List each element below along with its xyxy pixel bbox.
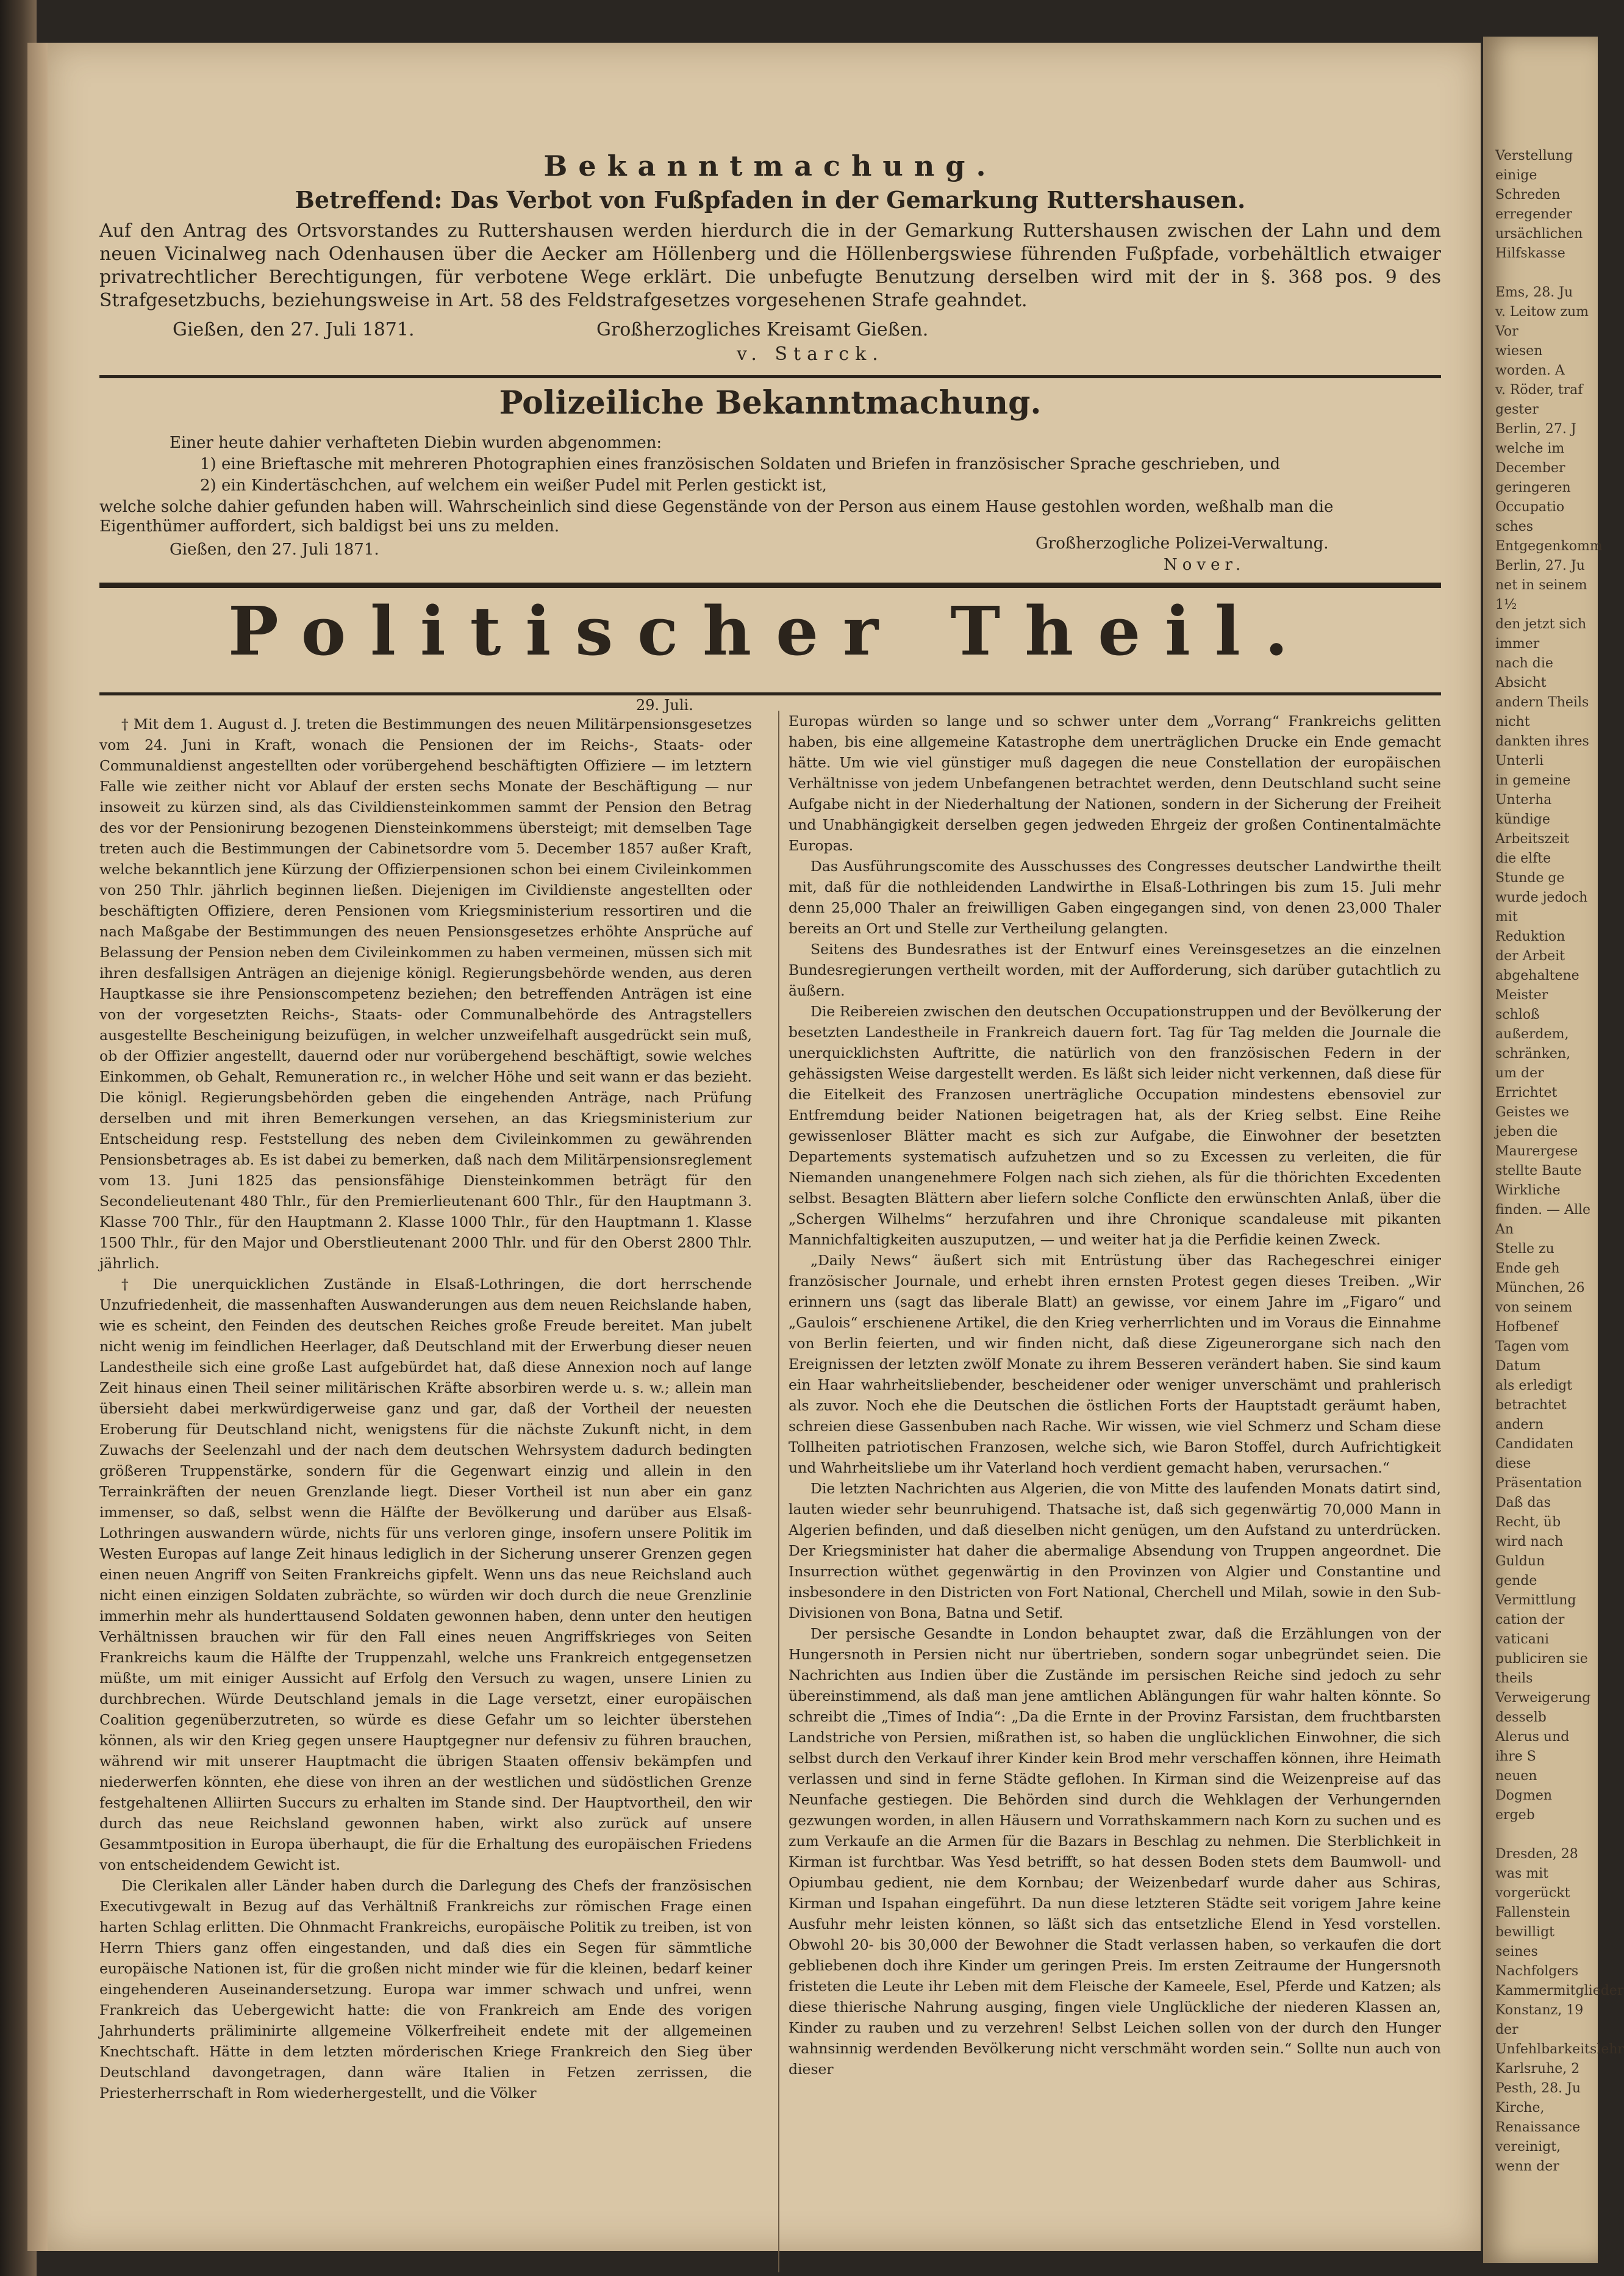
article-alsace-lorraine: † Die unerquicklichen Zustände in Elsaß-Lothringen, die dort herrschende Unzufriedenheit, die massenhaften Auswanderungen aus dem neuen Reichslande haben, wie es scheint, den Feinden des deutschen Reiches große Freude bereitet. Man jubelt nicht wenig im feindlichen Heerlager, daß Deutschland mit der Erwerbung dieser neuen Landestheile sich eine große Last aufgebürdet hat, daß diese Annexion noch auf lange Zeit hinaus einen Theil seiner militärischen Kräfte absorbiren werde u. s. w.; allein man übersieht dabei merkwürdigerweise ganz und gar, daß der Vortheil der neuesten Eroberung für Deutschland nicht, wenigstens für die nächste Zukunft nicht, in dem Zuwachs der Seelenzahl und der nach dem deutschen Wehrsystem dadurch bedingten größeren Truppenstärke, sondern für die Gegenwart einzig und allein in den Terrainkräften der neuen Grenzlande liegt. Dieser Vortheil ist nun aber ein ganz immenser, so daß, selbst wenn die Hälfte der Bevölkerung und darüber aus Elsaß-Lothringen auswandern würde, nichts für uns verloren ginge, insofern unsere Politik im Westen Europas auf lange Zeit hinaus lediglich in der Sicherung unserer Grenzen gegen einen neuen Angriff von Seiten Frankreichs gipfelt. Wenn uns das neue Reichsland auch nicht einen einzigen Soldaten zubrächte, so würden wir doch durch die neue Grenzlinie immerhin mehr als hunderttausend Soldaten gewonnen haben, denn unter den heutigen Verhältnissen brauchen wir für den Fall eines neuen Angriffskrieges von Seiten Frankreichs kaum die Hälfte der Truppenzahl, welche uns Frankreich entgegensetzen müßte, um mit einiger Aussicht auf Erfolg den Versuch zu wagen, unsere Linien zu durchbrechen. Würde Deutschland jemals in die Lage versetzt, einer europäischen Coalition gegenüberzutreten, so würde es diese Gefahr um so leichter überstehen können, als wir den Krieg gegen unsere Hauptgegner nur defensiv zu führen brauchen, während wir mit unserer Hauptmacht die übrigen Staaten offensiv bekämpfen und niederwerfen könnten, ehe diese von ihren an der westlichen und südöstlichen Grenze festgehaltenen Alliirten Succurs zu erhalten im Stande sind. Der Hauptvortheil, den wir durch das neue Reichsland gewonnen haben, wirkt also zurück auf unsere Gesammtposition in Europa überhaupt, die für die Erhaltung des europäischen Friedens von entscheidendem Gewicht ist. — [99, 1276, 752, 1873]
notice1-place-date: Gießen, den 27. Juli 1871. — [173, 319, 415, 340]
article-military-pensions: † Mit dem 1. August d. J. treten die Bestimmungen des neuen Militärpensionsgesetzes vom 24. Juni in Kraft, wonach die Pensionen der im Reichs-, Staats- oder Communaldienst angestellten oder vorübergehend beschäftigten Offiziere — im letztern Falle wie zeither nicht vor Ablauf der ersten sechs Monate der Beschäftigung — nur insoweit zu kürzen sind, als das Civildiensteinkommen sammt der Pension den Betrag des vor der Pensionirung bezogenen Diensteinkommens übersteigt; mit demselben Tage treten auch die Bestimmungen der Cabinetsordre vom 5. December 1857 außer Kraft, welche bekanntlich jene Kürzung der Offizierpensionen schon bei einem Civileinkommen von 250 Thlr. jährlich beginnen ließen. Diejenigen im Civildienste angestellten oder beschäftigten Offiziere, deren Pensionen vom Kriegsministerium ressortiren und die nach Maßgabe der Bestimmungen des neuen Pensionsgesetzes erhöhte Ansprüche auf Belassung der Pension neben dem Civileinkommen zu haben vermeinen, müssen sich mit ihren desfallsigen Anträgen an diejenige königl. Regierungsbehörde wenden, aus deren Hauptkasse sie ihre Pensionscompetenz beziehen; den betreffenden Anträgen ist eine von der vorgesetzten Reichs-, Staats- oder Communalbehörde des Antragstellers ausgestellte Bescheinigung beizufügen, in welcher unzweifelhaft ausgedrückt sein muß, ob der Offizier angestellt, dauernd oder nur vorübergehend beschäftigt, sowie welches Einkommen, ob Gehalt, Remuneration rc., in welcher Höhe und seit wann er das bezieht. Die königl. Regierungsbehörden geben die eingehenden Anträge, nach Prüfung derselben und mit ihren Bemerkungen versehen, an das Kriegsministerium zur Entscheidung resp. Feststellung des neben dem Civileinkommen zu gewährenden Pensionsbetrages ab. Es ist dabei zu bemerken, daß nach dem Militärpensionsreglement vom 13. Juni 1825 das pensionsfähige Diensteinkommen beträgt für den Secondelieutenant 480 Thlr., für den Premierlieutenant 600 Thlr., für den Hauptmann 3. Klasse 700 Thlr., für den Hauptmann 2. Klasse 1000 Thlr., für den Hauptmann 1. Klasse 1500 Thlr., für den Major und Oberstlieutenant 2000 Thlr. und für den Oberst 2800 Thlr. jährlich. — [99, 716, 752, 1272]
notice2-item1: 1) eine Brieftasche mit mehreren Photographien eines französischen Soldaten und Briefen in französischer Sprache geschrieben, und — [200, 455, 1281, 473]
adjacent-page-text: Verstellung einige Schreden erregender ursächlichen Hilfskasse Ems, 28. Ju v. Leitow zum Vor wiesen worden. A v. Röder, traf gester Berlin, 27. J welche im December geringeren Occupatio sches Entgegenkomm Berlin, 27. Ju net in seinem 1½ den jetzt sich immer nach die Absicht andern Theils nicht dankten ihres Unterli in gemeine Unterha kündige Arbeitszeit die elfte Stunde ge wurde jedoch mit Reduktion der Arbeit abgehaltene Meister schloß außerdem, schränken, um der Errichtet Geistes we jeben die Maurergese stellte Baute Wirkliche finden. — Alle An Stelle zu Ende geh München, 26 von seinem Hofbenef Tagen vom Datum als erledigt betrachtet andern Candidaten diese Präsentation Daß das Recht, üb wird nach Guldun gende Vermittlung cation der vaticani publiciren sie theils Verweigerung desselb Alerus und ihre S neuen Dogmen ergeb Dresden, 28 was mit vorgerückt Fallenstein bewilligt seines Nachfolgers Kammermitglieder Konstanz, 19 der Unfehlbarkeitslehr Karlsruhe, 2 Pesth, 28. Ju Kirche, Renaissance vereinigt, wenn der — [1495, 148, 1624, 2174]
newspaper-page — [48, 43, 1481, 2251]
notice2-authority: Großherzogliche Polizei-Verwaltung. — [1036, 534, 1329, 553]
notice2-title: Polizeiliche Bekanntmachung. — [499, 384, 1042, 422]
divider — [99, 375, 1441, 378]
section-title: Politischer Theil. — [227, 592, 1313, 670]
notice2-item2: 2) ein Kindertäschchen, auf welchem ein weißer Pudel mit Perlen gestickt ist, — [200, 476, 827, 495]
article-clericals-continued: Europas würden so lange und so schwer unter dem „Vorrang“ Frankreichs gelitten haben, bis eine allgemeine Katastrophe dem unerträglichen Drucke ein Ende gemacht hätte. Um wie viel günstiger muß dagegen die neue Constellation der europäischen Verhältnisse von jedem Unbefangenen betrachtet werden, denn Deutschland sucht seine Aufgabe nicht in der Niederhaltung der Nationen, sondern in der Sicherung der Freiheit und Unabhängigkeit derselben gegen jedweden Ehrgeiz der großen Continentalmächte Europas. — [789, 713, 1441, 854]
notice2-intro: Einer heute dahier verhafteten Diebin wurden abgenommen: — [170, 434, 662, 452]
column-left — [99, 714, 752, 2275]
notice1-body: Auf den Antrag des Ortsvorstandes zu Ruttershausen werden hierdurch die in der Gemarkung Ruttershausen zwischen der Lahn und dem neuen Vicinalweg nach Odenhausen über die Aecker am Höllenberg und die Höllenbergswiese führenden Fußpfade, vorbehältlich etwaiger privatrechtlicher Berechtigungen, für verbotene Wege erklärt. Die unbefugte Benutzung derselben wird mit der in §. 368 pos. 9 des Strafgesetzbuchs, beziehungsweise in Art. 58 des Feldstrafgesetzes vorgesehenen Strafe geahndet. — [99, 220, 1441, 311]
article-daily-news: „Daily News“ äußert sich mit Entrüstung über das Rachegeschrei einiger französischer Journale, und erhebt ihren ernsten Protest gegen dieses Treiben. „Wir erinnern uns (sagt das liberale Blatt) an gewisse, vor einem Jahre im „Figaro“ und „Gaulois“ erschienene Artikel, die den Krieg verherrlichten und im Voraus die Einnahme von Berlin feierten, und wir finden nicht, daß diese Zigeunerorgane sich nach den Ereignissen der letzten zwölf Monate zu ihrem Besseren verändert haben. Sie sind kaum ein Haar wahrheitsliebender, bescheidener oder weniger unverschämt und prahlerisch als zuvor. Noch ehe die Deutschen die östlichen Forts der Hauptstadt geräumt haben, schreien diese Gassenbuben nach Rache. Wir wissen, wie viel Schmerz und Scham diese Tollheiten patriotischen Franzosen, welche sich, wie Baron Stoffel, durch Aufrichtigkeit und Wahrheitsliebe um ihr Vaterland hoch verdient gemacht haben, verursachen.“ — [789, 1252, 1441, 1476]
notice2-body: welche solche dahier gefunden haben will. Wahrscheinlich sind diese Gegenstände von der Person aus einem Hause gestohlen worden, weßhalb man die Eigenthümer auffordert, sich baldigst bei uns zu melden. — [99, 498, 1334, 536]
article-clericals: Die Clerikalen aller Länder haben durch die Darlegung des Chefs der französischen Executivgewalt in Bezug auf das Verhältniß Frankreichs zur römischen Frage einen harten Schlag erlitten. Die Ohnmacht Frankreichs, europäische Politik zu treiben, ist von Herrn Thiers ganz offen eingestanden, und daß dies ein Segen für sämmtliche europäische Nationen ist, für die großen nicht minder wie für die kleinen, bedarf keiner eingehenderen Auseinandersetzung. Europa war immer schwach und unfrei, wenn Frankreich das Uebergewicht hatte: die von Frankreich am Ende des vorigen Jahrhunderts präliminirte allgemeine Völkerfreiheit endete mit der allgemeinen Knechtschaft. Hätte in dem letzten mörderischen Kriege Frankreich den Sieg über Deutschland davongetragen, dann wäre Italien in Fetzen zerrissen, die Priesterherrschaft in Rom wiederhergestellt, und die Völker — [99, 1877, 752, 2102]
article-bundesrat: Seitens des Bundesrathes ist der Entwurf eines Vereinsgesetzes an die einzelnen Bundesregierungen vertheilt worden, mit der Aufforderung, sich darüber gutachtlich zu äußern. — [789, 941, 1441, 999]
notice1-authority: Großherzogliches Kreisamt Gießen. — [596, 319, 929, 340]
notice2-signature: Nover. — [1164, 556, 1246, 574]
section-divider — [99, 692, 1441, 695]
article-persia-famine: Der persische Gesandte in London behauptet zwar, daß die Erzählungen von der Hungersnoth in Persien nicht nur übertrieben, sondern sogar unbegründet seien. Die Nachrichten aus Indien über die Zustände im persischen Reiche sind jedoch zu sehr übereinstimmend, als daß man jene amtlichen Ablängungen für wahr halten könnte. So schreibt die „Times of India“: „Da die Ernte in der Provinz Farsistan, dem fruchtbarsten Landstriche von Persien, mißrathen ist, so haben die unglücklichen Einwohner, die sich selbst durch den Verkauf ihrer Kinder kein Brod mehr verschaffen können, ihre Heimath verlassen und sind in ferne Städte geflohen. In Kirman sind die Weizenpreise auf das Neunfache gestiegen. Die Behörden sind durch die Wehklagen der Verhungernden gezwungen worden, in allen Häusern und Vorrathskammern nach Korn zu suchen und es zum Verkaufe an die Armen für die Bazars in Beschlag zu nehmen. Die Sterblichkeit in Kirman ist furchtbar. Was Yesd betrifft, so hat dessen Boden stets dem Baumwoll- und Opiumbau gedient, nie dem Kornbau; der Weizenbedarf wurde daher aus Schiras, Kirman und Ispahan eingeführt. Da nun diese letzteren Städte seit vorigem Jahre keine Ausfuhr mehr leisten können, so läßt sich das entsetzliche Elend in Yesd vorstellen. Obwohl 20- bis 30,000 der Bewohner die Stadt verlassen haben, so verkaufen die dort gebliebenen doch ihre Kinder um geringen Preis. Im ersten Zeitraume der Hungersnoth fristeten die Leute ihr Leben mit dem Fleische der Kameele, Esel, Pferde und Katzen; als diese thierische Nahrung ausging, fingen viele Unglückliche der niederen Klassen an, Kinder zu rauben und zu verzehren! Selbst Leichen sollen von der durch den Hunger wahnsinnig werdenden Bevölkerung nicht verschmäht worden sein.“ Sollte nun auch von dieser — [789, 1625, 1441, 2078]
notice1-subject: Betreffend: Das Verbot von Fußpfaden in der Gemarkung Ruttershausen. — [295, 186, 1246, 214]
article-farmers-donations: Das Ausführungscomite des Ausschusses des Congresses deutscher Landwirthe theilt mit, daß für die nothleidenden Landwirthe in Elsaß-Lothringen bis zum 15. Juli mehr denn 25,000 Thaler an freiwilligen Gaben eingegangen sind, von denen 23,000 Thaler bereits an Ort und Stelle zur Vertheilung gelangten. — [789, 858, 1441, 937]
thick-divider — [99, 583, 1441, 588]
adjacent-page-fragment — [1483, 37, 1624, 2263]
notice1-title: Bekanntmachung. — [543, 149, 997, 182]
column-right — [789, 711, 1441, 2272]
notice2-place-date: Gießen, den 27. Juli 1871. — [170, 540, 379, 559]
article-occupation-troops: Die Reibereien zwischen den deutschen Occupationstruppen und der Bevölkerung der besetzten Landestheile in Frankreich dauern fort. Tag für Tag melden die Journale die unerquicklichsten Auftritte, die natürlich von den französischen Federn in der gehässigsten Weise dargestellt werden. Es läßt sich leider nicht verkennen, daß diese für die Eitelkeit des Franzosen unerträgliche Occupation mindestens ebensoviel zur Entfremdung beider Nationen beigetragen hat, als der Krieg selbst. Eine Reihe gewissenloser Blätter macht es sich zur Aufgabe, die Einwohner der besetzten Departements systematisch aufzuhetzen und so zu Excessen zu verleiten, die für Niemanden unangenehmere Folgen nach sich ziehen, als für die thörichten Excedenten selbst. Besagten Blättern aber liefern solche Conflicte den erwünschten Anlaß, über die „Schergen Wilhelms“ herzufahren und ihre Chronique scandaleuse mit pikanten Mannichfaltigkeiten auszuputzen, — und weiter hat ja die Perfidie keinen Zweck. — [789, 1003, 1441, 1248]
notice1-signature: v. Starck. — [737, 343, 884, 365]
article-algeria: Die letzten Nachrichten aus Algerien, die von Mitte des laufenden Monats datirt sind, lauten wieder sehr beunruhigend. Thatsache ist, daß sich gegenwärtig 70,000 Mann in Algerien befinden, und daß dieselben nicht genügen, um den Aufstand zu unterdrücken. Der Kriegsminister hat daher die abermalige Absendung von Truppen angeordnet. Die Insurrection wüthet gegenwärtig in den Provinzen von Algier und Constantine und insbesondere in den Districten von Fort National, Cherchell und Milah, sowie in den Sub-Divisionen von Bona, Batna und Setif. — [789, 1480, 1441, 1621]
date-line: 29. Juli. — [636, 697, 693, 714]
column-divider — [778, 711, 779, 2272]
